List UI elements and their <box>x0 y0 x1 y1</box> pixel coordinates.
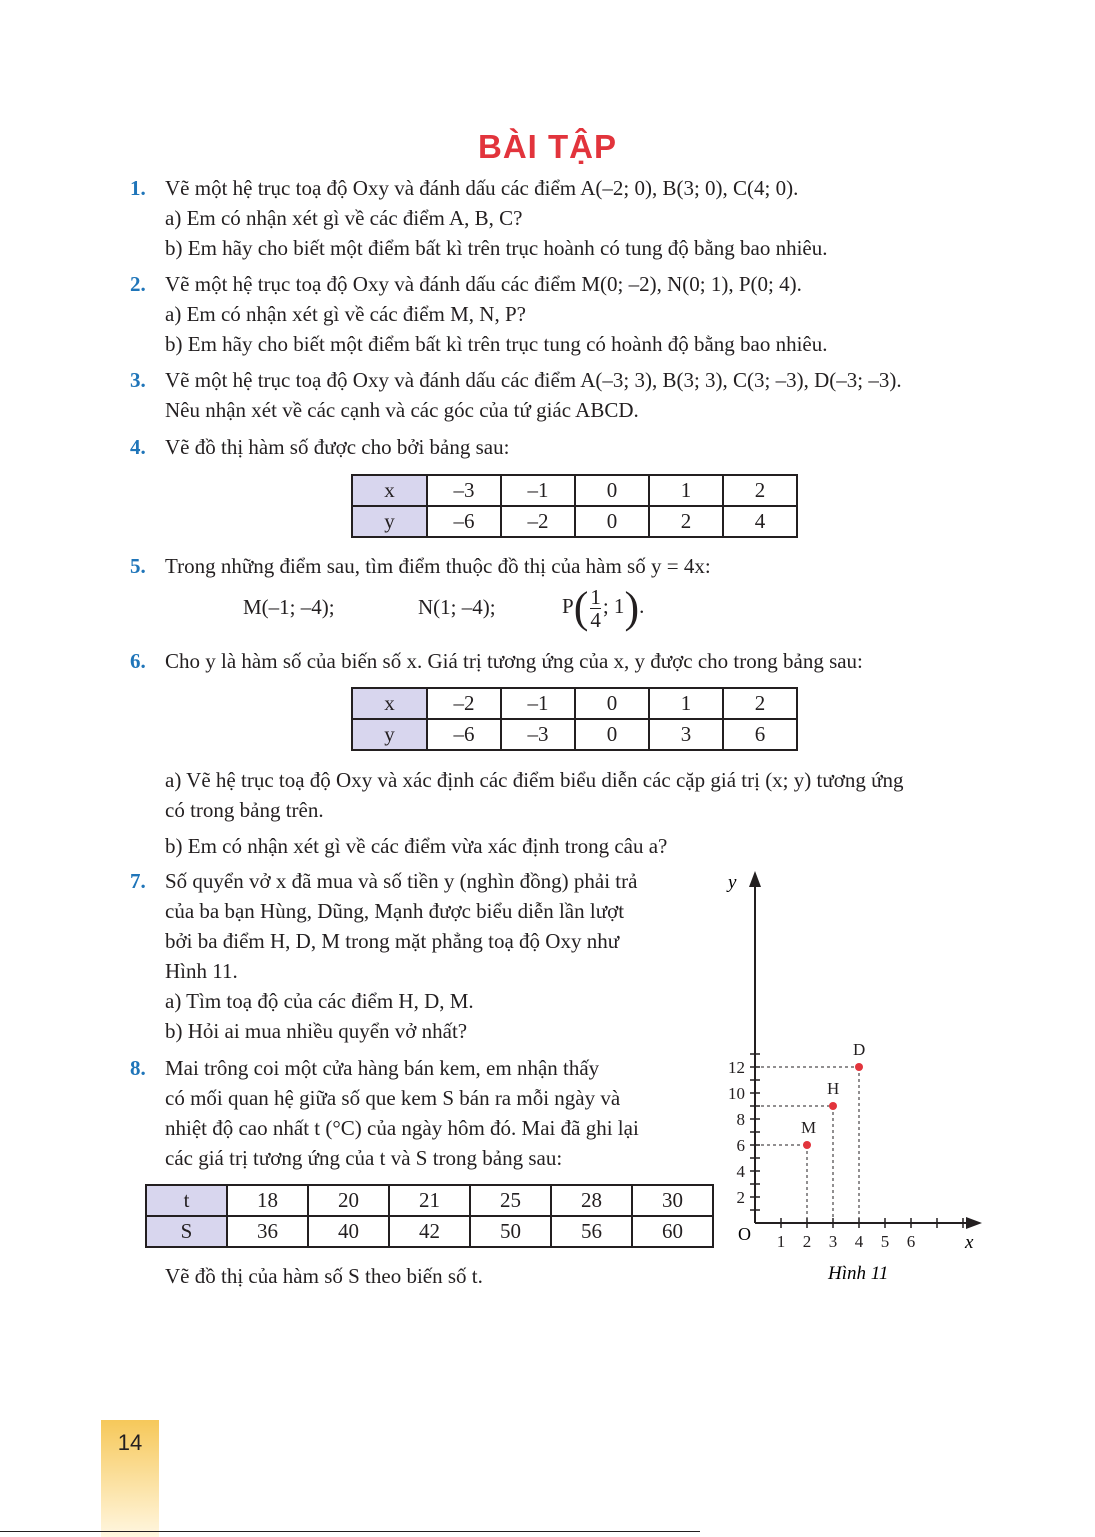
exercise-1-part-a: a) Em có nhận xét gì về các điểm A, B, C? <box>165 206 523 230</box>
table-cell: 20 <box>308 1185 389 1216</box>
table-cell: –3 <box>501 719 575 750</box>
exercise-7-part-b: b) Hỏi ai mua nhiều quyển vở nhất? <box>165 1019 468 1043</box>
table-row <box>146 1185 713 1216</box>
table-row <box>352 719 797 750</box>
y-tick-label: 2 <box>736 1188 745 1207</box>
page-number: 14 <box>117 1430 143 1455</box>
point-n: N(1; –4); <box>418 595 496 619</box>
table-row <box>352 475 797 506</box>
exercise-7-line: Số quyển vở x đã mua và số tiền y (nghìn đồng) phải trả <box>165 869 638 893</box>
exercise-8-line: có mối quan hệ giữa số que kem S bán ra mỗi ngày và <box>165 1086 621 1110</box>
x-tick-label: 2 <box>802 1232 812 1251</box>
table-cell: x <box>352 688 427 719</box>
x-axis-arrow-icon <box>966 1217 982 1229</box>
exercise-8-table <box>145 1184 714 1248</box>
point-h <box>829 1102 837 1110</box>
exercise-7-number: 7. <box>130 869 146 893</box>
table-cell: 56 <box>551 1216 632 1247</box>
point-m <box>803 1141 811 1149</box>
table-cell: –1 <box>501 475 575 506</box>
fraction <box>590 586 601 631</box>
table-cell: 4 <box>723 506 797 537</box>
exercise-3-text-2: Nêu nhận xét về các cạnh và các góc của tứ giác ABCD. <box>165 398 639 422</box>
exercise-5-number: 5. <box>130 554 146 578</box>
table-cell: –3 <box>427 475 501 506</box>
table-cell: 1 <box>649 688 723 719</box>
point-p-prefix: P <box>562 594 574 618</box>
exercise-7-line: Hình 11. <box>165 959 238 983</box>
table-row <box>352 506 797 537</box>
footer-divider <box>0 1531 700 1532</box>
exercise-6-part-b: b) Em có nhận xét gì về các điểm vừa xác định trong câu a? <box>165 834 668 858</box>
exercise-3-number: 3. <box>130 368 146 392</box>
table-cell: 28 <box>551 1185 632 1216</box>
table-cell: 25 <box>470 1185 551 1216</box>
exercise-5-text: Trong những điểm sau, tìm điểm thuộc đồ thị của hàm số y = 4x: <box>165 554 711 578</box>
exercise-6-text: Cho y là hàm số của biến số x. Giá trị tương ứng của x, y được cho trong bảng sau: <box>165 649 863 673</box>
y-tick-label: 6 <box>736 1136 745 1155</box>
exercise-4-text: Vẽ đồ thị hàm số được cho bởi bảng sau: <box>165 435 510 459</box>
fraction-denominator: 4 <box>590 607 601 632</box>
table-cell: 2 <box>649 506 723 537</box>
point-label: H <box>827 1079 840 1098</box>
table-cell: S <box>146 1216 227 1247</box>
table-cell: –2 <box>501 506 575 537</box>
exercise-8-last: Vẽ đồ thị của hàm số S theo biến số t. <box>165 1264 483 1288</box>
table-cell: 2 <box>723 475 797 506</box>
exercise-3-text: Vẽ một hệ trục toạ độ Oxy và đánh dấu các điểm A(–3; 3), B(3; 3), C(3; –3), D(–3; –3). <box>165 368 902 392</box>
exercise-8-line: các giá trị tương ứng của t và S trong bảng sau: <box>165 1146 563 1170</box>
y-axis-label: y <box>728 872 737 893</box>
origin-label: O <box>738 1224 751 1244</box>
table-cell: y <box>352 719 427 750</box>
table-cell: 30 <box>632 1185 713 1216</box>
exercise-7-line: bởi ba điểm H, D, M trong mặt phẳng toạ độ Oxy như <box>165 929 620 953</box>
y-tick-label: 10 <box>728 1084 745 1103</box>
y-tick-label: 4 <box>736 1162 745 1181</box>
table-cell: 2 <box>723 688 797 719</box>
point-p: P( $\frac{1}{4}$ ; 1). <box>562 583 645 633</box>
table-cell: 0 <box>575 719 649 750</box>
exercise-8-line: nhiệt độ cao nhất t (°C) của ngày hôm đó. Mai đã ghi lại <box>165 1116 639 1140</box>
exercise-8-line: Mai trông coi một cửa hàng bán kem, em nhận thấy <box>165 1056 600 1080</box>
table-cell: 60 <box>632 1216 713 1247</box>
table-cell: 36 <box>227 1216 308 1247</box>
page-number-tab <box>101 1420 159 1537</box>
exercise-2-number: 2. <box>130 272 146 296</box>
exercise-6-number: 6. <box>130 649 146 673</box>
y-tick-label: 12 <box>728 1058 745 1077</box>
table-cell: 1 <box>649 475 723 506</box>
exercise-6-part-a: a) Vẽ hệ trục toạ độ Oxy và xác định các điểm biểu diễn các cặp giá trị (x; y) tương ứng <box>165 768 904 792</box>
x-tick-label: 3 <box>828 1232 838 1251</box>
table-cell: –6 <box>427 719 501 750</box>
exercise-1-part-b: b) Em hãy cho biết một điểm bất kì trên trục hoành có tung độ bằng bao nhiêu. <box>165 236 828 260</box>
x-tick-label: 6 <box>906 1232 916 1251</box>
y-tick-label: 8 <box>736 1110 745 1129</box>
point-m: M(–1; –4); <box>243 595 335 619</box>
x-axis-label: x <box>965 1232 974 1253</box>
exercise-6-table <box>351 687 798 751</box>
table-cell: 3 <box>649 719 723 750</box>
page-title: BÀI TẬP <box>478 128 617 165</box>
exercise-2-text: Vẽ một hệ trục toạ độ Oxy và đánh dấu các điểm M(0; –2), N(0; 1), P(0; 4). <box>165 272 802 296</box>
point-p-end: . <box>639 594 645 618</box>
point-d <box>855 1063 863 1071</box>
table-cell: –6 <box>427 506 501 537</box>
table-cell: t <box>146 1185 227 1216</box>
table-cell: 40 <box>308 1216 389 1247</box>
exercise-4-number: 4. <box>130 435 146 459</box>
exercise-1-text: Vẽ một hệ trục toạ độ Oxy và đánh dấu các điểm A(–2; 0), B(3; 0), C(4; 0). <box>165 176 799 200</box>
fraction-numerator: 1 <box>590 584 601 609</box>
table-cell: –1 <box>501 688 575 719</box>
table-row <box>352 688 797 719</box>
exercise-1-number: 1. <box>130 176 146 200</box>
exercise-2-part-a: a) Em có nhận xét gì về các điểm M, N, P? <box>165 302 526 326</box>
table-cell: 6 <box>723 719 797 750</box>
exercise-4-table <box>351 474 798 538</box>
x-tick-label: 1 <box>776 1232 786 1251</box>
exercise-2-part-b: b) Em hãy cho biết một điểm bất kì trên trục tung có hoành độ bằng bao nhiêu. <box>165 332 828 356</box>
x-tick-label: 4 <box>854 1232 864 1251</box>
point-p-rest: ; 1 <box>602 594 625 618</box>
exercise-8-number: 8. <box>130 1056 146 1080</box>
figure-hinh-11 <box>720 866 995 1291</box>
table-cell: 50 <box>470 1216 551 1247</box>
exercise-7-part-a: a) Tìm toạ độ của các điểm H, D, M. <box>165 989 474 1013</box>
x-tick-label: 5 <box>880 1232 890 1251</box>
y-axis-arrow-icon <box>749 871 761 887</box>
table-cell: –2 <box>427 688 501 719</box>
table-cell: 18 <box>227 1185 308 1216</box>
point-label: D <box>853 1040 866 1059</box>
figure-caption: Hình 11 <box>828 1263 889 1284</box>
table-cell: 0 <box>575 688 649 719</box>
table-cell: 42 <box>389 1216 470 1247</box>
table-cell: 0 <box>575 475 649 506</box>
table-cell: x <box>352 475 427 506</box>
point-label: M <box>801 1118 817 1137</box>
table-row <box>146 1216 713 1247</box>
exercise-7-line: của ba bạn Hùng, Dũng, Mạnh được biểu diễn lần lượt <box>165 899 625 923</box>
table-cell: 0 <box>575 506 649 537</box>
table-cell: y <box>352 506 427 537</box>
exercise-6-part-a-cont: có trong bảng trên. <box>165 798 324 822</box>
table-cell: 21 <box>389 1185 470 1216</box>
